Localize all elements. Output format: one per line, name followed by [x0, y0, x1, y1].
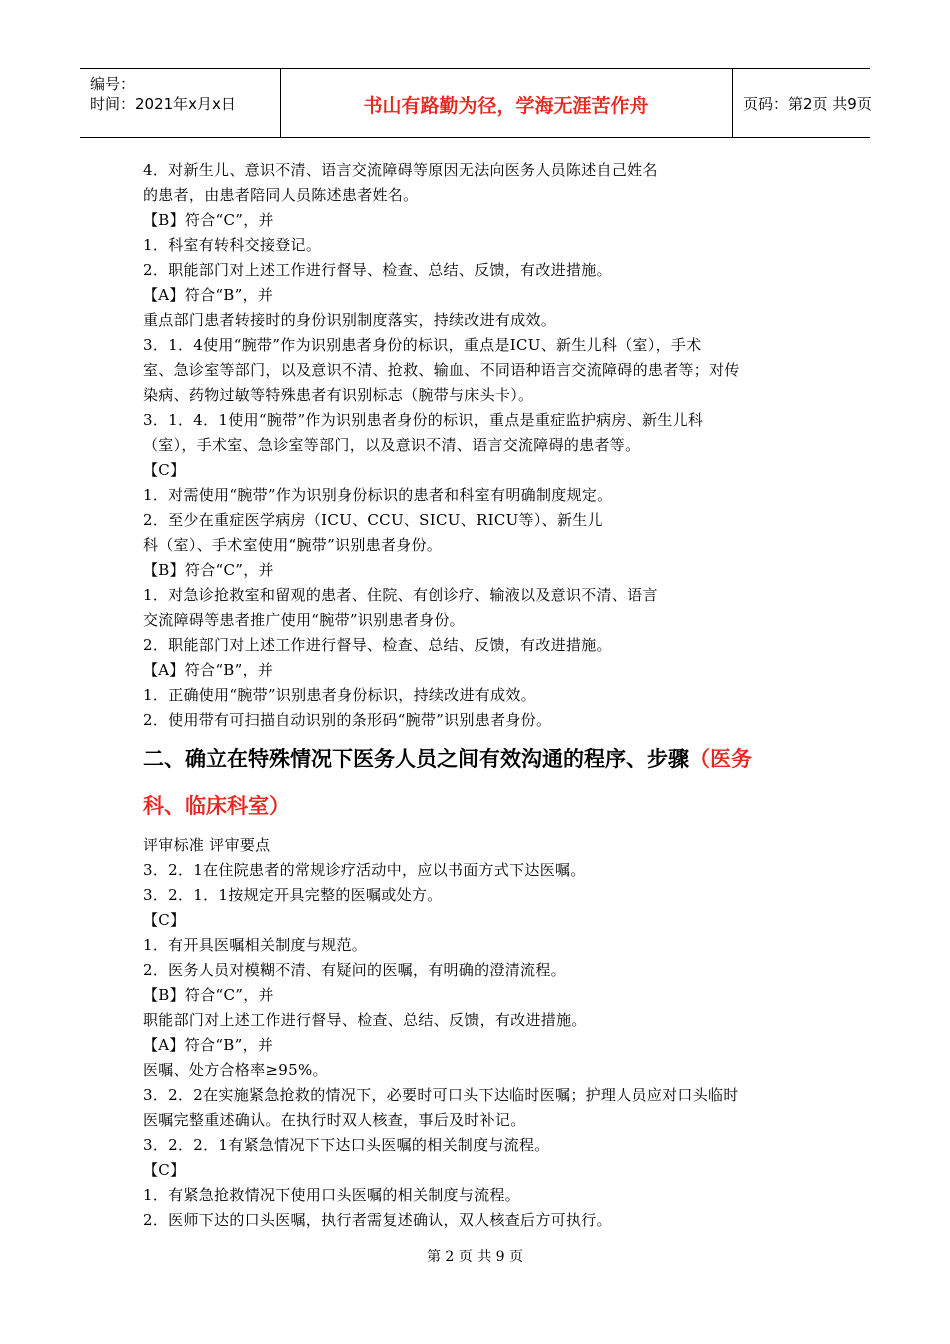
section-heading-line-1 [143, 746, 823, 772]
section-heading-dept-1: （医务 [689, 747, 752, 771]
section-heading-line-2 [143, 793, 823, 819]
text-line: 染病、药物过敏等特殊患者有识别标志（腕带与床头卡）。 [143, 386, 534, 404]
page-footer: 第 2 页 共 9 页 [426, 1249, 524, 1265]
paragraph-block-1 [143, 158, 823, 733]
page-header [80, 68, 870, 138]
text-line: 室、急诊室等部门，以及意识不清、抢救、输血、不同语种语言交流障碍的患者等；对传 [143, 361, 740, 379]
text-line: 1．科室有转科交接登记。 [143, 236, 322, 254]
text-line: 重点部门患者转接时的身份识别制度落实，持续改进有成效。 [143, 311, 557, 329]
header-motto-cell [280, 69, 733, 137]
text-line: 【A】符合“B”，并 [143, 286, 274, 304]
text-line: 3．2．2在实施紧急抢救的情况下，必要时可口头下达临时医嘱；护理人员应对口头临时 [143, 1086, 739, 1104]
text-line: 1．对急诊抢救室和留观的患者、住院、有创诊疗、输液以及意识不清、语言 [143, 586, 658, 604]
text-line: 1．有开具医嘱相关制度与规范。 [143, 936, 368, 954]
text-line: 【B】符合“C”，并 [143, 986, 274, 1004]
text-line: 2．职能部门对上述工作进行督导、检查、总结、反馈，有改进措施。 [143, 636, 612, 654]
text-line: 3．1．4使用“腕带”作为识别患者身份的标识，重点是ICU、新生儿科（室），手术 [143, 336, 702, 354]
document-body [143, 158, 823, 1233]
text-line: 职能部门对上述工作进行督导、检查、总结、反馈，有改进措施。 [143, 1011, 587, 1029]
text-line: 【C】 [143, 911, 186, 929]
text-line: 【B】符合“C”，并 [143, 561, 274, 579]
text-line: 1．对需使用“腕带”作为识别身份标识的患者和科室有明确制度规定。 [143, 486, 613, 504]
section-heading-dept-2: 科、临床科室） [143, 794, 290, 818]
text-line: 1．有紧急抢救情况下使用口头医嘱的相关制度与流程。 [143, 1186, 521, 1204]
section-heading-text: 二、确立在特殊情况下医务人员之间有效沟通的程序、步骤 [143, 747, 689, 771]
text-line: 2．医师下达的口头医嘱，执行者需复述确认，双人核查后方可执行。 [143, 1211, 612, 1229]
text-line: 【B】符合“C”，并 [143, 211, 274, 229]
header-page-code: 页码：第2页 共9页 [743, 95, 872, 113]
text-line: 的患者，由患者陪同人员陈述患者姓名。 [143, 186, 419, 204]
text-line: （室），手术室、急诊室等部门，以及意识不清、语言交流障碍的患者等。 [143, 436, 641, 454]
text-line: 科（室）、手术室使用“腕带”识别患者身份。 [143, 536, 443, 554]
document-time-label: 时间：2021年x月x日 [90, 95, 236, 113]
text-line: 评审标准 评审要点 [143, 836, 271, 854]
paragraph-block-2 [143, 833, 823, 1233]
text-line: 3．1．4．1使用“腕带”作为识别患者身份的标识，重点是重症监护病房、新生儿科 [143, 411, 704, 429]
header-page-cell [733, 69, 870, 137]
text-line: 3．2．1在住院患者的常规诊疗活动中，应以书面方式下达医嘱。 [143, 861, 586, 879]
text-line: 交流障碍等患者推广使用“腕带”识别患者身份。 [143, 611, 465, 629]
header-motto: 书山有路勤为径，学海无涯苦作舟 [363, 95, 649, 117]
text-line: 4．对新生儿、意识不清、语言交流障碍等原因无法向医务人员陈述自己姓名 [143, 161, 658, 179]
text-line: 【A】符合“B”，并 [143, 661, 274, 679]
text-line: 【C】 [143, 1161, 186, 1179]
text-line: 2．使用带有可扫描自动识别的条形码“腕带”识别患者身份。 [143, 711, 552, 729]
text-line: 医嘱完整重述确认。在执行时双人核查，事后及时补记。 [143, 1111, 526, 1129]
text-line: 2．职能部门对上述工作进行督导、检查、总结、反馈，有改进措施。 [143, 261, 612, 279]
document-number-label: 编号： [90, 75, 136, 93]
header-left-cell [80, 69, 281, 137]
text-line: 1．正确使用“腕带”识别患者身份标识，持续改进有成效。 [143, 686, 536, 704]
text-line: 医嘱、处方合格率≥95%。 [143, 1061, 328, 1079]
text-line: 2．至少在重症医学病房（ICU、CCU、SICU、RICU等）、新生儿 [143, 511, 603, 529]
section-heading [143, 746, 823, 819]
text-line: 【C】 [143, 461, 186, 479]
text-line: 3．2．1．1按规定开具完整的医嘱或处方。 [143, 886, 443, 904]
text-line: 3．2．2．1有紧急情况下下达口头医嘱的相关制度与流程。 [143, 1136, 550, 1154]
text-line: 2．医务人员对模糊不清、有疑问的医嘱，有明确的澄清流程。 [143, 961, 566, 979]
text-line: 【A】符合“B”，并 [143, 1036, 274, 1054]
